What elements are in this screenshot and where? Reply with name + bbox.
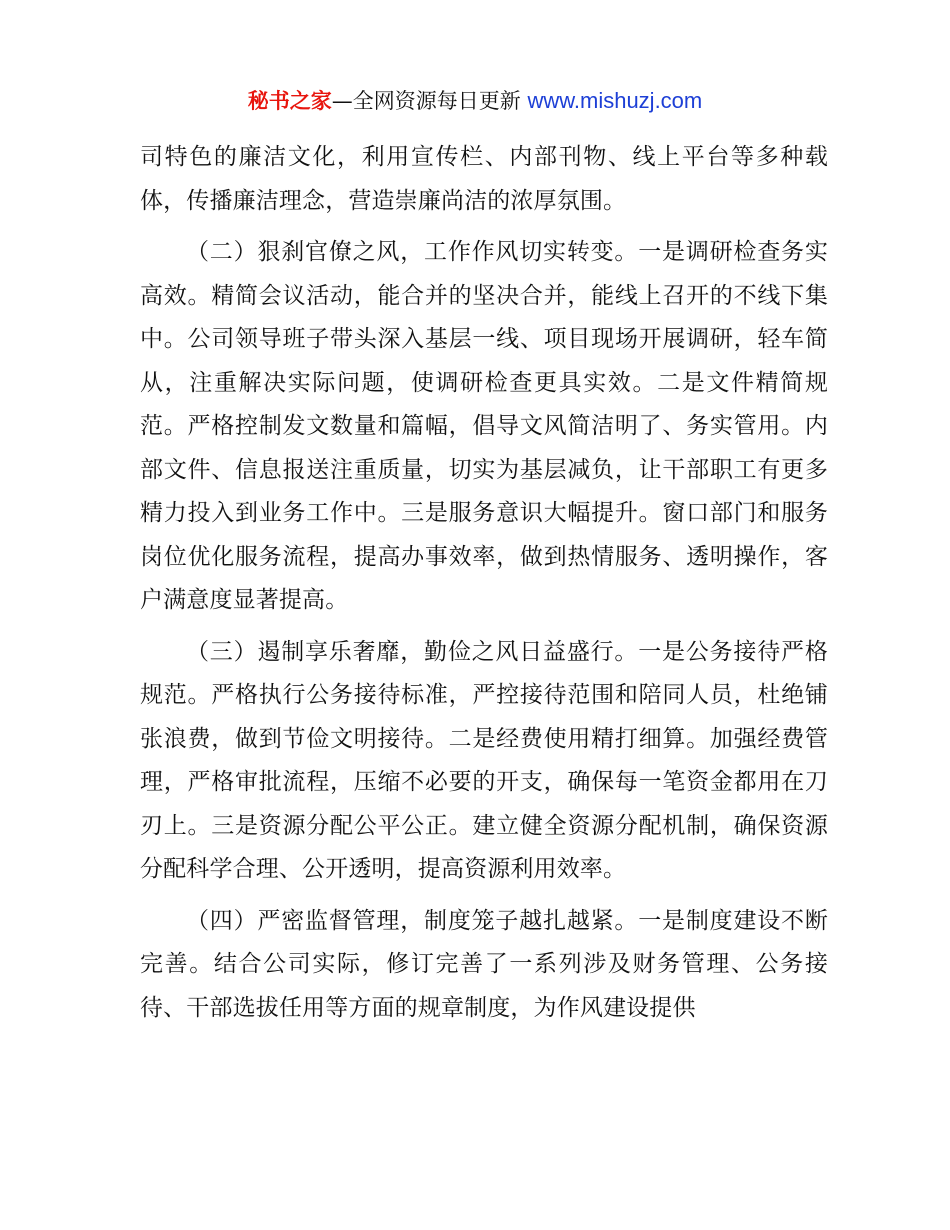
paragraph-continuation: 司特色的廉洁文化，利用宣传栏、内部刊物、线上平台等多种载体，传播廉洁理念，营造崇廉尚洁的浓厚氛围。 [140, 144, 828, 214]
header-tagline: —全网资源每日更新 [331, 89, 528, 113]
page-header [0, 86, 950, 116]
site-url-link[interactable]: www.mishuzj.com [527, 88, 703, 113]
paragraph-section-4: （四）严密监督管理，制度笼子越扎越紧。一是制度建设不断完善。结合公司实际，修订完善了一系列涉及财务管理、公务接待、干部选拔任用等方面的规章制度，为作风建设提供 [140, 907, 828, 1021]
brand-name: 秘书之家 [247, 89, 332, 113]
paragraph-section-3: （三）遏制享乐奢靡，勤俭之风日益盛行。一是公务接待严格规范。严格执行公务接待标准，严控接待范围和陪同人员，杜绝铺张浪费，做到节俭文明接待。二是经费使用精打细算。加强经费管理，严格审批流程，压缩不必要的开支，确保每一笔资金都用在刀刃上。三是资源分配公平公正。建立健全资源分配机制，确保资源分配科学合理、公开透明，提高资源利用效率。 [140, 638, 828, 882]
document-body [140, 136, 828, 1030]
paragraph-section-2: （二）狠刹官僚之风，工作作风切实转变。一是调研检查务实高效。精简会议活动，能合并的坚决合并，能线上召开的不线下集中。公司领导班子带头深入基层一线、项目现场开展调研，轻车简从，注重解决实际问题，使调研检查更具实效。二是文件精简规范。严格控制发文数量和篇幅，倡导文风简洁明了、务实管用。内部文件、信息报送注重质量，切实为基层减负，让干部职工有更多精力投入到业务工作中。三是服务意识大幅提升。窗口部门和服务岗位优化服务流程，提高办事效率，做到热情服务、透明操作，客户满意度显著提高。 [140, 239, 828, 613]
